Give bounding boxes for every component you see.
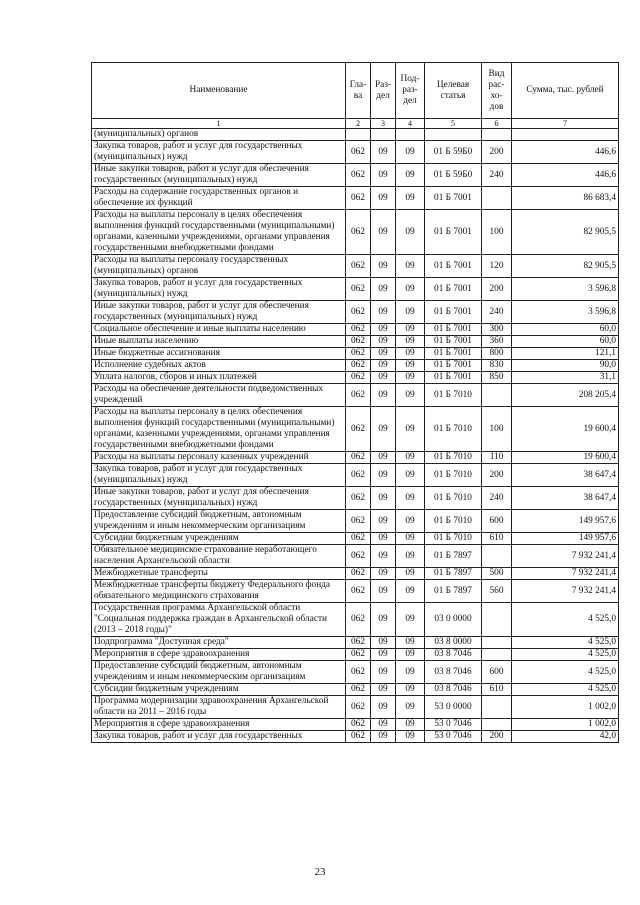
table-row xyxy=(92,164,619,187)
row-target: 03 8 7046 xyxy=(425,649,482,661)
row-razdel: 09 xyxy=(371,336,396,348)
row-podrazdel: 09 xyxy=(396,336,425,348)
row-target: 03 0 0000 xyxy=(425,603,482,637)
row-name: Исполнение судебных актов xyxy=(92,360,346,372)
table-row xyxy=(92,255,619,278)
row-glava: 062 xyxy=(346,372,371,384)
row-name: Субсидии бюджетным учреждениям xyxy=(92,684,346,696)
table-row xyxy=(92,210,619,255)
table-row xyxy=(92,684,619,696)
row-vid: 200 xyxy=(482,278,512,301)
row-glava: 062 xyxy=(346,336,371,348)
row-target: 01 Б 7001 xyxy=(425,348,482,360)
header-glava: Гла-ва xyxy=(346,63,371,119)
row-vid xyxy=(482,384,512,407)
row-target: 01 Б 7001 xyxy=(425,187,482,210)
row-name: Государственная программа Архангельской области "Социальная поддержка граждан в Архангельской области (2013 – 2018 годы)" xyxy=(92,603,346,637)
row-razdel: 09 xyxy=(371,164,396,187)
row-glava: 062 xyxy=(346,452,371,464)
row-target: 53 0 7046 xyxy=(425,731,482,743)
row-vid xyxy=(482,719,512,731)
row-vid: 240 xyxy=(482,301,512,324)
table-row xyxy=(92,696,619,719)
row-podrazdel: 09 xyxy=(396,568,425,580)
row-name: Расходы на обеспечение деятельности подведомственных учреждений xyxy=(92,384,346,407)
row-razdel: 09 xyxy=(371,649,396,661)
row-razdel: 09 xyxy=(371,719,396,731)
table-row xyxy=(92,301,619,324)
row-podrazdel: 09 xyxy=(396,360,425,372)
row-podrazdel: 09 xyxy=(396,580,425,603)
row-vid: 500 xyxy=(482,568,512,580)
table-row xyxy=(92,719,619,731)
row-glava: 062 xyxy=(346,407,371,452)
row-glava: 062 xyxy=(346,731,371,743)
row-sum: 3 596,8 xyxy=(512,301,619,324)
row-vid: 830 xyxy=(482,360,512,372)
row-sum: 60,0 xyxy=(512,336,619,348)
row-razdel: 09 xyxy=(371,301,396,324)
row-podrazdel: 09 xyxy=(396,533,425,545)
row-sum: 3 596,8 xyxy=(512,278,619,301)
row-glava: 062 xyxy=(346,696,371,719)
row-glava: 062 xyxy=(346,360,371,372)
row-name: Закупка товаров, работ и услуг для государственных (муниципальных) нужд xyxy=(92,141,346,164)
table-row xyxy=(92,637,619,649)
row-razdel: 09 xyxy=(371,568,396,580)
row-name: Иные закупки товаров, работ и услуг для обеспечения государственных (муниципальных) нужд xyxy=(92,487,346,510)
row-target: 01 Б 59Б0 xyxy=(425,141,482,164)
row-glava: 062 xyxy=(346,278,371,301)
row-podrazdel: 09 xyxy=(396,324,425,336)
row-sum: 208 205,4 xyxy=(512,384,619,407)
row-vid: 800 xyxy=(482,348,512,360)
column-index: 2 xyxy=(346,119,371,129)
row-vid xyxy=(482,603,512,637)
row-name: Расходы на выплаты персоналу в целях обеспечения выполнения функций государственными (муниципальными) органами, казенными учреждениями, органами управления государственными внебюджетными фондами xyxy=(92,407,346,452)
header-razdel: Раз-дел xyxy=(371,63,396,119)
row-vid: 240 xyxy=(482,487,512,510)
row-podrazdel xyxy=(396,129,425,141)
row-glava: 062 xyxy=(346,719,371,731)
table-row xyxy=(92,533,619,545)
row-sum: 1 002,0 xyxy=(512,719,619,731)
row-glava: 062 xyxy=(346,187,371,210)
row-target: 01 Б 7001 xyxy=(425,324,482,336)
row-razdel: 09 xyxy=(371,348,396,360)
row-vid: 100 xyxy=(482,210,512,255)
row-sum: 121,1 xyxy=(512,348,619,360)
row-target: 01 Б 7010 xyxy=(425,384,482,407)
row-razdel: 09 xyxy=(371,731,396,743)
row-sum: 4 525,0 xyxy=(512,637,619,649)
row-name: (муниципальных) органов xyxy=(92,129,346,141)
table-row xyxy=(92,452,619,464)
row-razdel: 09 xyxy=(371,141,396,164)
row-target: 01 Б 7001 xyxy=(425,255,482,278)
row-name: Расходы на выплаты персоналу казенных учреждений xyxy=(92,452,346,464)
table-row xyxy=(92,603,619,637)
row-target: 01 Б 7897 xyxy=(425,580,482,603)
row-glava xyxy=(346,129,371,141)
table-row xyxy=(92,510,619,533)
row-sum: 4 525,0 xyxy=(512,649,619,661)
row-vid: 560 xyxy=(482,580,512,603)
row-razdel: 09 xyxy=(371,278,396,301)
row-sum: 86 683,4 xyxy=(512,187,619,210)
row-name: Закупка товаров, работ и услуг для государственных (муниципальных) нужд xyxy=(92,464,346,487)
row-vid: 610 xyxy=(482,533,512,545)
row-name: Предоставление субсидий бюджетным, автономным учреждениям и иным некоммерческим организациям xyxy=(92,510,346,533)
row-razdel: 09 xyxy=(371,637,396,649)
row-name: Иные закупки товаров, работ и услуг для обеспечения государственных (муниципальных) нужд xyxy=(92,164,346,187)
row-podrazdel: 09 xyxy=(396,637,425,649)
row-razdel: 09 xyxy=(371,603,396,637)
row-vid: 110 xyxy=(482,452,512,464)
row-name: Уплата налогов, сборов и иных платежей xyxy=(92,372,346,384)
header-name: Наименование xyxy=(92,63,346,119)
row-name: Программа модернизации здравоохранения Архангельской области на 2011 – 2016 годы xyxy=(92,696,346,719)
row-podrazdel: 09 xyxy=(396,187,425,210)
budget-table xyxy=(91,62,619,743)
row-name: Иные выплаты населению xyxy=(92,336,346,348)
row-glava: 062 xyxy=(346,684,371,696)
row-vid: 200 xyxy=(482,141,512,164)
row-glava: 062 xyxy=(346,210,371,255)
row-podrazdel: 09 xyxy=(396,301,425,324)
row-name: Подпрограмма "Доступная среда" xyxy=(92,637,346,649)
row-glava: 062 xyxy=(346,464,371,487)
row-vid: 360 xyxy=(482,336,512,348)
row-sum: 4 525,0 xyxy=(512,661,619,684)
row-target: 01 Б 7897 xyxy=(425,545,482,568)
row-vid: 850 xyxy=(482,372,512,384)
row-sum: 7 932 241,4 xyxy=(512,545,619,568)
row-name: Обязательное медицинское страхование неработающего населения Архангельской области xyxy=(92,545,346,568)
row-name: Закупка товаров, работ и услуг для государственных (муниципальных) нужд xyxy=(92,278,346,301)
row-sum: 82 905,5 xyxy=(512,255,619,278)
row-razdel: 09 xyxy=(371,580,396,603)
table-row xyxy=(92,580,619,603)
table-row xyxy=(92,731,619,743)
row-sum: 19 600,4 xyxy=(512,452,619,464)
row-target: 01 Б 7010 xyxy=(425,510,482,533)
row-target: 01 Б 7010 xyxy=(425,452,482,464)
row-podrazdel: 09 xyxy=(396,255,425,278)
row-razdel: 09 xyxy=(371,372,396,384)
column-index: 1 xyxy=(92,119,346,129)
row-vid: 200 xyxy=(482,731,512,743)
row-vid xyxy=(482,187,512,210)
row-sum xyxy=(512,129,619,141)
row-name: Предоставление субсидий бюджетным, автономным учреждениям и иным некоммерческим организациям xyxy=(92,661,346,684)
table-row xyxy=(92,129,619,141)
row-vid xyxy=(482,637,512,649)
row-glava: 062 xyxy=(346,384,371,407)
row-glava: 062 xyxy=(346,348,371,360)
table-row xyxy=(92,649,619,661)
row-podrazdel: 09 xyxy=(396,452,425,464)
row-sum: 4 525,0 xyxy=(512,603,619,637)
table-row xyxy=(92,464,619,487)
row-sum: 149 957,6 xyxy=(512,533,619,545)
table-row xyxy=(92,568,619,580)
row-target: 03 8 0000 xyxy=(425,637,482,649)
row-target: 01 Б 7001 xyxy=(425,336,482,348)
row-glava: 062 xyxy=(346,164,371,187)
row-target xyxy=(425,129,482,141)
row-vid: 100 xyxy=(482,407,512,452)
row-razdel: 09 xyxy=(371,187,396,210)
row-sum: 7 932 241,4 xyxy=(512,580,619,603)
row-name: Иные бюджетные ассигнования xyxy=(92,348,346,360)
row-glava: 062 xyxy=(346,255,371,278)
row-glava: 062 xyxy=(346,580,371,603)
header-vid: Вид рас-хо-дов xyxy=(482,63,512,119)
row-name: Субсидии бюджетным учреждениям xyxy=(92,533,346,545)
row-vid xyxy=(482,649,512,661)
header-sum: Сумма, тыс. рублей xyxy=(512,63,619,119)
row-name: Расходы на содержание государственных органов и обеспечение их функций xyxy=(92,187,346,210)
page-number: 23 xyxy=(314,866,326,878)
row-podrazdel: 09 xyxy=(396,696,425,719)
row-vid: 600 xyxy=(482,510,512,533)
row-podrazdel: 09 xyxy=(396,603,425,637)
row-glava: 062 xyxy=(346,141,371,164)
table-row xyxy=(92,141,619,164)
row-name: Межбюджетные трансферты бюджету Федерального фонда обязательного медицинского страхования xyxy=(92,580,346,603)
row-razdel: 09 xyxy=(371,696,396,719)
row-vid xyxy=(482,545,512,568)
table-row xyxy=(92,407,619,452)
row-razdel: 09 xyxy=(371,255,396,278)
row-razdel: 09 xyxy=(371,384,396,407)
row-sum: 7 932 241,4 xyxy=(512,568,619,580)
row-vid: 300 xyxy=(482,324,512,336)
header-podrazdel: Под-раз-дел xyxy=(396,63,425,119)
row-podrazdel: 09 xyxy=(396,407,425,452)
row-vid: 600 xyxy=(482,661,512,684)
row-name: Межбюджетные трансферты xyxy=(92,568,346,580)
row-razdel: 09 xyxy=(371,684,396,696)
row-sum: 149 957,6 xyxy=(512,510,619,533)
row-glava: 062 xyxy=(346,510,371,533)
table-row xyxy=(92,324,619,336)
row-podrazdel: 09 xyxy=(396,464,425,487)
row-razdel: 09 xyxy=(371,533,396,545)
row-sum: 38 647,4 xyxy=(512,487,619,510)
row-target: 01 Б 59Б0 xyxy=(425,164,482,187)
row-podrazdel: 09 xyxy=(396,164,425,187)
header-target: Целевая статья xyxy=(425,63,482,119)
table-row xyxy=(92,545,619,568)
row-podrazdel: 09 xyxy=(396,661,425,684)
row-name: Расходы на выплаты персоналу в целях обеспечения выполнения функций государственными (муниципальными) органами, казенными учреждениями, органами управления государственными внебюджетными фондами xyxy=(92,210,346,255)
row-razdel: 09 xyxy=(371,487,396,510)
row-target: 01 Б 7001 xyxy=(425,372,482,384)
row-target: 53 0 0000 xyxy=(425,696,482,719)
row-name: Социальное обеспечение и иные выплаты населению xyxy=(92,324,346,336)
row-target: 01 Б 7897 xyxy=(425,568,482,580)
row-target: 53 0 7046 xyxy=(425,719,482,731)
row-vid: 200 xyxy=(482,464,512,487)
row-name: Мероприятия в сфере здравоохранения xyxy=(92,649,346,661)
row-podrazdel: 09 xyxy=(396,487,425,510)
row-glava: 062 xyxy=(346,603,371,637)
row-target: 01 Б 7010 xyxy=(425,533,482,545)
row-podrazdel: 09 xyxy=(396,731,425,743)
header-row xyxy=(92,63,619,119)
row-name: Закупка товаров, работ и услуг для государственных xyxy=(92,731,346,743)
row-glava: 062 xyxy=(346,301,371,324)
row-sum: 4 525,0 xyxy=(512,684,619,696)
row-vid: 240 xyxy=(482,164,512,187)
row-sum: 42,0 xyxy=(512,731,619,743)
row-target: 03 8 7046 xyxy=(425,684,482,696)
row-podrazdel: 09 xyxy=(396,649,425,661)
row-target: 01 Б 7001 xyxy=(425,278,482,301)
row-sum: 446,6 xyxy=(512,141,619,164)
row-podrazdel: 09 xyxy=(396,510,425,533)
table-row xyxy=(92,278,619,301)
row-target: 01 Б 7010 xyxy=(425,487,482,510)
row-sum: 31,1 xyxy=(512,372,619,384)
row-glava: 062 xyxy=(346,568,371,580)
table-row xyxy=(92,360,619,372)
row-glava: 062 xyxy=(346,637,371,649)
column-index: 5 xyxy=(425,119,482,129)
row-sum: 446,6 xyxy=(512,164,619,187)
table-row xyxy=(92,384,619,407)
column-index: 4 xyxy=(396,119,425,129)
row-target: 01 Б 7001 xyxy=(425,210,482,255)
row-glava: 062 xyxy=(346,533,371,545)
row-vid xyxy=(482,129,512,141)
row-sum: 82 905,5 xyxy=(512,210,619,255)
row-razdel xyxy=(371,129,396,141)
row-sum: 60,0 xyxy=(512,324,619,336)
row-vid xyxy=(482,696,512,719)
table-row xyxy=(92,336,619,348)
table-row xyxy=(92,487,619,510)
row-razdel: 09 xyxy=(371,464,396,487)
row-glava: 062 xyxy=(346,649,371,661)
row-podrazdel: 09 xyxy=(396,684,425,696)
row-razdel: 09 xyxy=(371,545,396,568)
row-name: Мероприятия в сфере здравоохранения xyxy=(92,719,346,731)
row-podrazdel: 09 xyxy=(396,278,425,301)
row-sum: 38 647,4 xyxy=(512,464,619,487)
row-name: Расходы на выплаты персоналу государственных (муниципальных) органов xyxy=(92,255,346,278)
table-row xyxy=(92,187,619,210)
row-razdel: 09 xyxy=(371,210,396,255)
row-glava: 062 xyxy=(346,487,371,510)
row-glava: 062 xyxy=(346,324,371,336)
row-podrazdel: 09 xyxy=(396,348,425,360)
row-razdel: 09 xyxy=(371,324,396,336)
row-razdel: 09 xyxy=(371,661,396,684)
column-index-row xyxy=(92,119,619,129)
row-vid: 120 xyxy=(482,255,512,278)
row-razdel: 09 xyxy=(371,510,396,533)
table-row xyxy=(92,348,619,360)
row-razdel: 09 xyxy=(371,452,396,464)
row-sum: 90,0 xyxy=(512,360,619,372)
row-target: 01 Б 7010 xyxy=(425,464,482,487)
row-podrazdel: 09 xyxy=(396,719,425,731)
row-target: 03 8 7046 xyxy=(425,661,482,684)
table-row xyxy=(92,372,619,384)
row-glava: 062 xyxy=(346,661,371,684)
row-podrazdel: 09 xyxy=(396,545,425,568)
table-body xyxy=(92,129,619,743)
row-target: 01 Б 7001 xyxy=(425,301,482,324)
column-index: 6 xyxy=(482,119,512,129)
row-podrazdel: 09 xyxy=(396,372,425,384)
row-glava: 062 xyxy=(346,545,371,568)
row-razdel: 09 xyxy=(371,407,396,452)
row-vid: 610 xyxy=(482,684,512,696)
row-podrazdel: 09 xyxy=(396,384,425,407)
row-target: 01 Б 7001 xyxy=(425,360,482,372)
row-razdel: 09 xyxy=(371,360,396,372)
row-podrazdel: 09 xyxy=(396,210,425,255)
row-sum: 19 600,4 xyxy=(512,407,619,452)
row-target: 01 Б 7010 xyxy=(425,407,482,452)
row-sum: 1 002,0 xyxy=(512,696,619,719)
row-podrazdel: 09 xyxy=(396,141,425,164)
column-index: 3 xyxy=(371,119,396,129)
table-row xyxy=(92,661,619,684)
column-index: 7 xyxy=(512,119,619,129)
row-name: Иные закупки товаров, работ и услуг для обеспечения государственных (муниципальных) нужд xyxy=(92,301,346,324)
